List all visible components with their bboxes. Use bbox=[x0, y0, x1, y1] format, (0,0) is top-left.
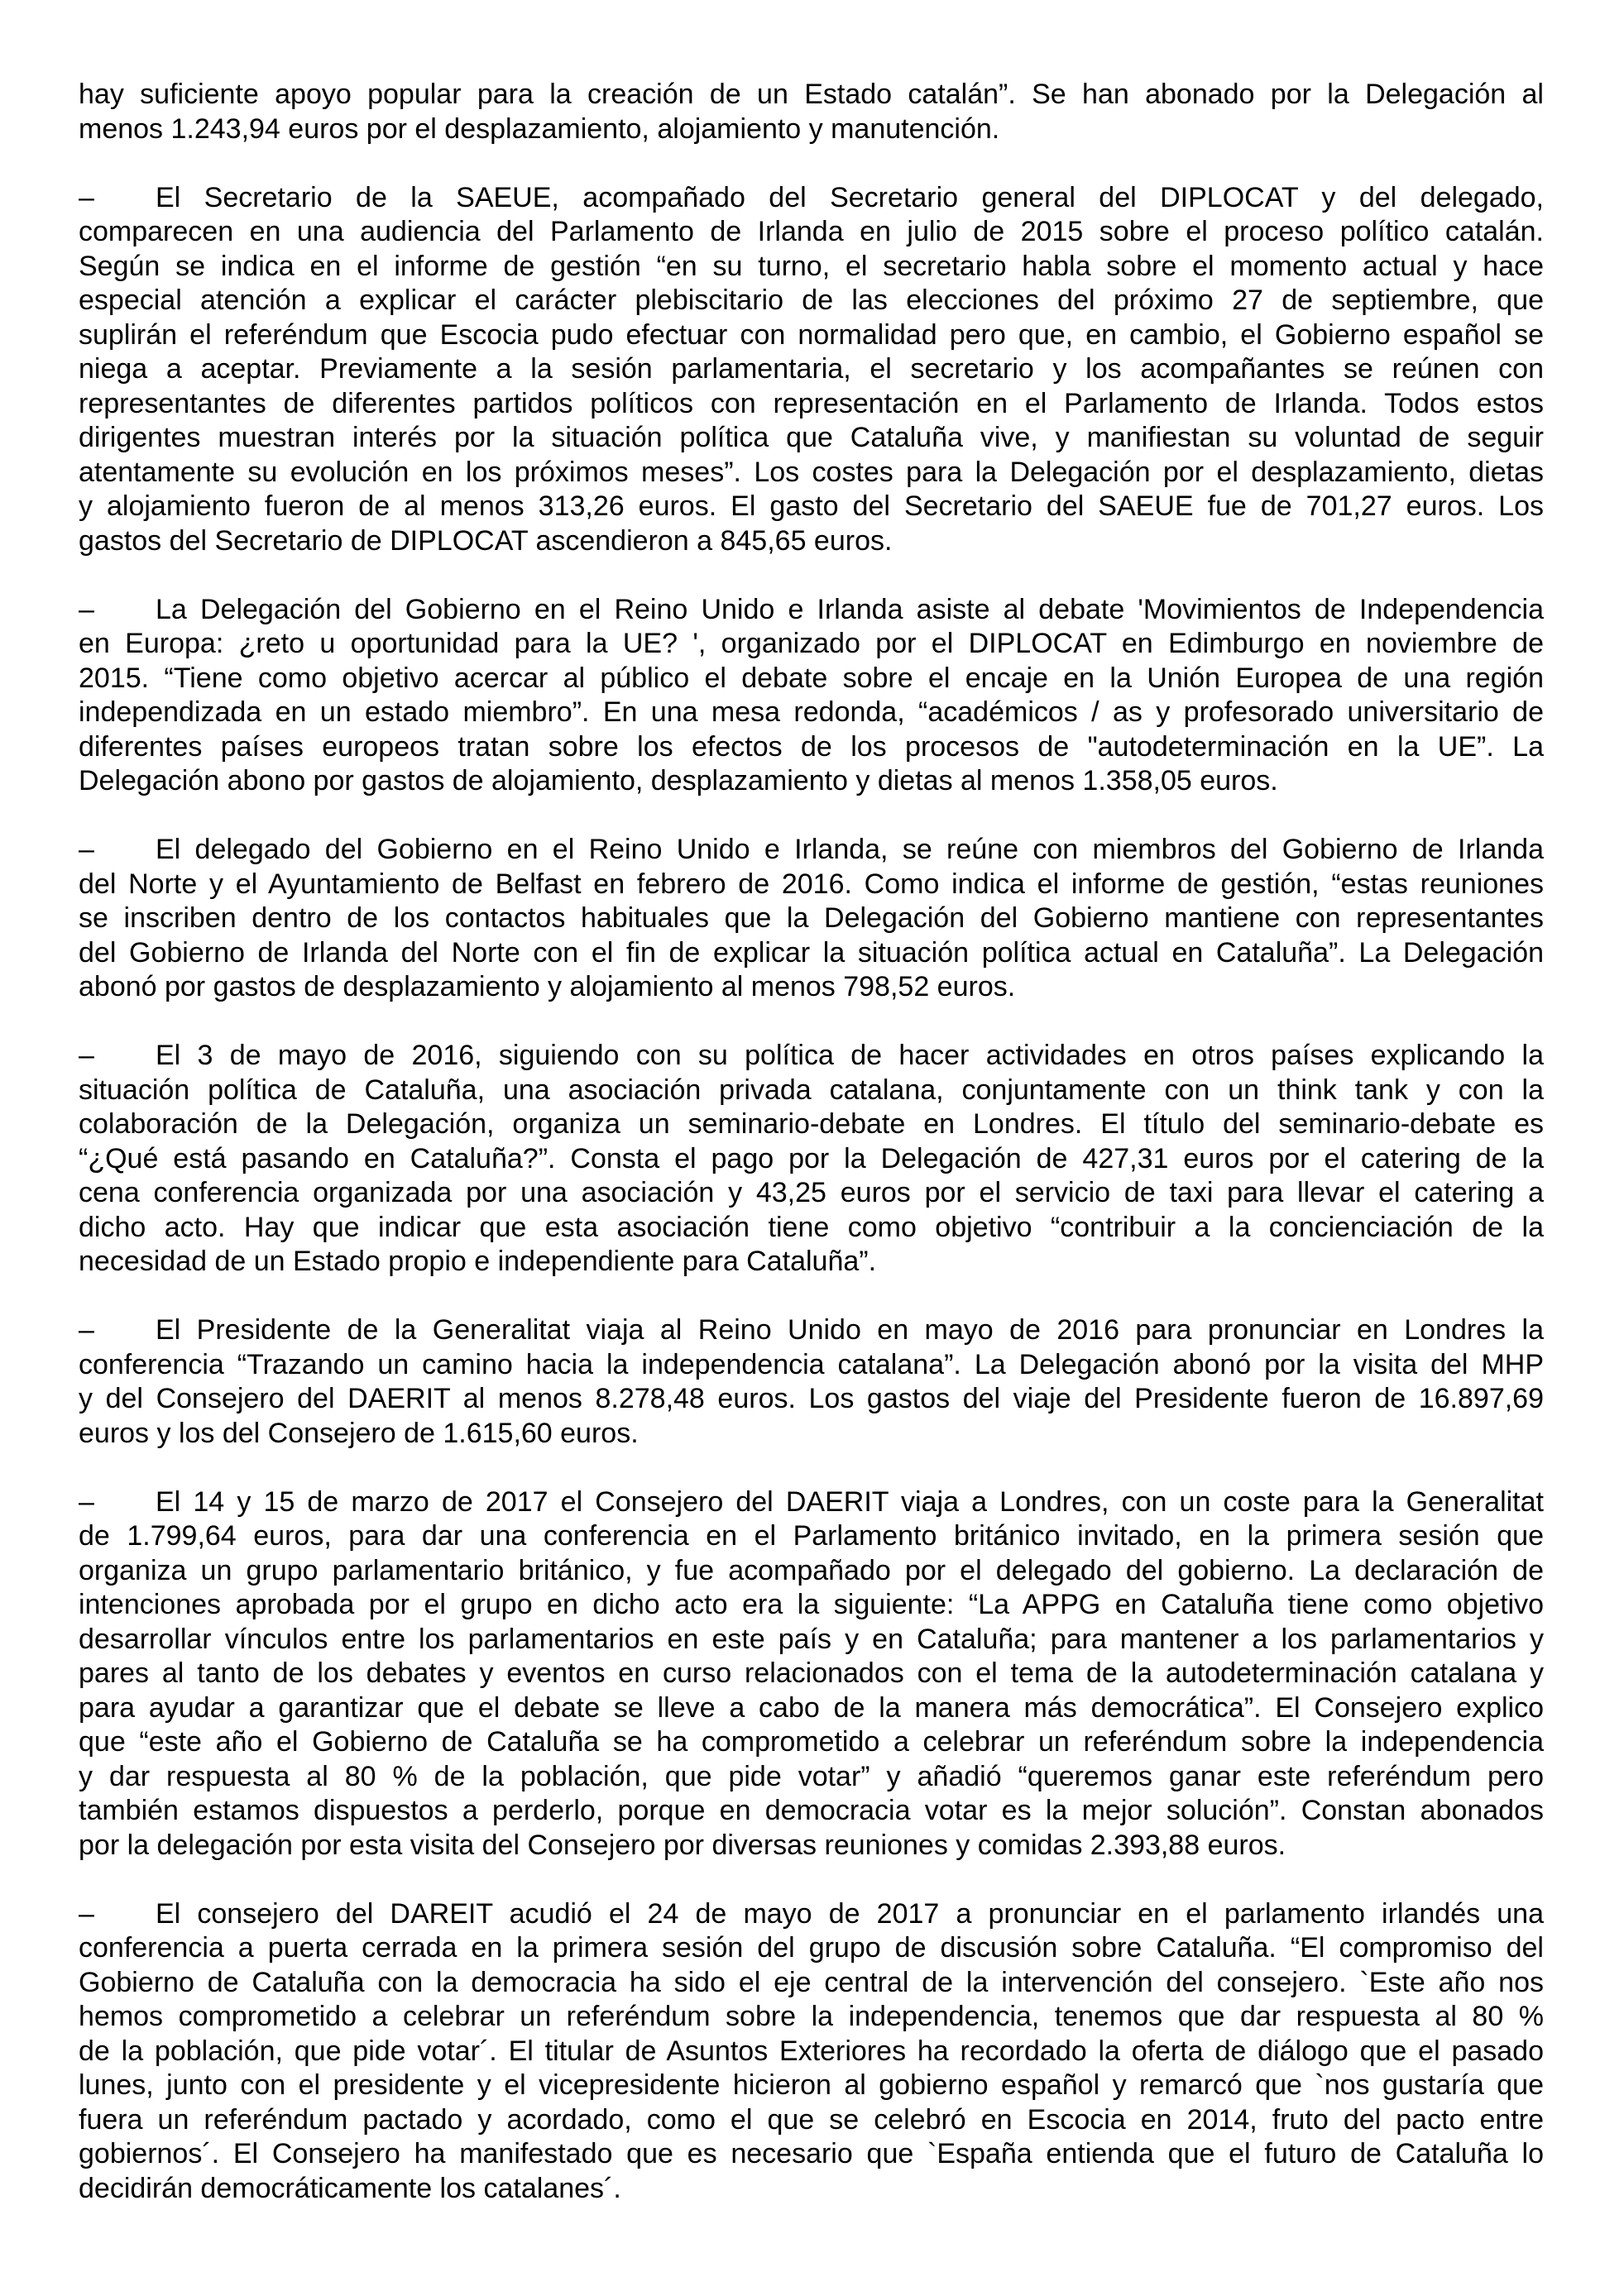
line-text: comparecen en una audiencia del Parlamento de Irlanda en julio de 2015 sobre el proceso político catalán. bbox=[79, 216, 1544, 247]
bullet-dash: – bbox=[79, 181, 94, 213]
paragraph bbox=[79, 593, 1544, 799]
text-line bbox=[79, 1176, 1544, 1211]
line-text: organiza un grupo parlamentario británico, y fue acompañado por el delegado del gobierno. La declaración de bbox=[79, 1554, 1544, 1586]
line-text: abonó por gastos de desplazamiento y alojamiento al menos 798,52 euros. bbox=[79, 971, 1016, 1002]
text-line bbox=[79, 1588, 1544, 1623]
line-text: conferencia “Trazando un camino hacia la independencia catalana”. La Delegación abonó por la visita del MHP bbox=[79, 1348, 1544, 1380]
paragraph bbox=[79, 1897, 1544, 2207]
line-text: representantes de diferentes partidos políticos con representación en el Parlamento de Irlanda. Todos estos bbox=[79, 387, 1544, 419]
line-text: niega a aceptar. Previamente a la sesión parlamentaria, el secretario y los acompañantes se reúnen con bbox=[79, 353, 1544, 385]
line-text: y del Consejero del DAERIT al menos 8.278,48 euros. Los gastos del viaje del Presidente fueron de 16.897,69 bbox=[79, 1383, 1544, 1414]
bullet-dash: – bbox=[79, 1314, 94, 1346]
line-text: gobiernos´. El Consejero ha manifestado que es necesario que `España entienda que el futuro de Cataluña lo bbox=[79, 2138, 1544, 2169]
text-line bbox=[79, 112, 1544, 147]
text-line bbox=[79, 318, 1544, 353]
bullet-dash: – bbox=[79, 1485, 94, 1518]
line-text: dicho acto. Hay que indicar que esta asociación tiene como objetivo “contribuir a la concienciación de la bbox=[79, 1211, 1544, 1243]
line-text: El delegado del Gobierno en el Reino Unido e Irlanda, se reúne con miembros del Gobierno de Irlanda bbox=[156, 834, 1544, 865]
text-line bbox=[79, 1931, 1544, 1966]
text-line bbox=[79, 490, 1544, 524]
text-line bbox=[79, 181, 1544, 216]
text-line bbox=[79, 1794, 1544, 1829]
line-text: Según se indica en el informe de gestión “en su turno, el secretario habla sobre el momento actual y hace bbox=[79, 250, 1544, 282]
line-text: El Secretario de la SAEUE, acompañado del Secretario general del DIPLOCAT y del delegado, bbox=[156, 181, 1544, 213]
text-line bbox=[79, 902, 1544, 936]
text-line bbox=[79, 2137, 1544, 2172]
bullet-dash: – bbox=[79, 834, 94, 865]
text-line bbox=[79, 764, 1544, 799]
line-text: El Presidente de la Generalitat viaja al Reino Unido en mayo de 2016 para pronunciar en Londres la bbox=[156, 1314, 1544, 1346]
text-line bbox=[79, 1691, 1544, 1726]
text-line bbox=[79, 1245, 1544, 1280]
text-line bbox=[79, 1348, 1544, 1383]
text-line bbox=[79, 284, 1544, 318]
text-line bbox=[79, 970, 1544, 1005]
text-line bbox=[79, 1760, 1544, 1795]
bullet-dash: – bbox=[79, 593, 94, 625]
line-text: de la población, que pide votar´. El titular de Asuntos Exteriores ha recordado la oferta de diálogo que el pasado bbox=[79, 2035, 1544, 2067]
paragraph bbox=[79, 181, 1544, 559]
line-text: conferencia a puerta cerrada en la primera sesión del grupo de discusión sobre Cataluña. “El compromiso del bbox=[79, 1932, 1544, 1964]
line-text: dirigentes muestran interés por la situación política que Cataluña vive, y manifiestan su voluntad de seguir bbox=[79, 422, 1544, 453]
line-text: “¿Qué está pasando en Cataluña?”. Consta el pago por la Delegación de 427,31 euros por el catering de la bbox=[79, 1142, 1544, 1174]
paragraph bbox=[79, 78, 1544, 146]
text-line bbox=[79, 1519, 1544, 1554]
line-text: menos 1.243,94 euros por el desplazamiento, alojamiento y manutención. bbox=[79, 112, 1000, 145]
text-line bbox=[79, 2103, 1544, 2138]
paragraph bbox=[79, 1313, 1544, 1451]
line-text: desarrollar vínculos entre los parlamentarios en este país y en Cataluña; para mantener a los parlamentarios y bbox=[79, 1623, 1544, 1655]
text-line bbox=[79, 868, 1544, 902]
paragraph bbox=[79, 1485, 1544, 1863]
line-text: por la delegación por esta visita del Consejero por diversas reuniones y comidas 2.393,88 euros. bbox=[79, 1829, 1286, 1861]
text-line bbox=[79, 1966, 1544, 2001]
bullet-dash: – bbox=[79, 1897, 94, 1930]
text-line bbox=[79, 1623, 1544, 1657]
text-line bbox=[79, 1554, 1544, 1589]
line-text: suplirán el referéndum que Escocia pudo efectuar con normalidad pero que, en cambio, el Gobierno español se bbox=[79, 318, 1544, 351]
text-line bbox=[79, 456, 1544, 490]
line-text: especial atención a explicar el carácter plebiscitario de las elecciones del próximo 27 de septiembre, que bbox=[79, 285, 1544, 316]
text-line bbox=[79, 421, 1544, 456]
line-text: de 1.799,64 euros, para dar una conferencia en el Parlamento británico invitado, en la primera sesión que bbox=[79, 1520, 1544, 1552]
line-text: necesidad de un Estado propio e independiente para Cataluña”. bbox=[79, 1246, 877, 1277]
text-line bbox=[79, 1107, 1544, 1142]
line-text: El consejero del DAREIT acudió el 24 de mayo de 2017 a pronunciar en el parlamento irlandés una bbox=[156, 1897, 1544, 1930]
line-text: situación política de Cataluña, una asociación privada catalana, conjuntamente con un think tank y con la bbox=[79, 1074, 1544, 1106]
text-line bbox=[79, 696, 1544, 730]
line-text: hemos comprometido a celebrar un referéndum sobre la independencia, tenemos que dar respuesta al 80 % bbox=[79, 2001, 1544, 2032]
text-line bbox=[79, 936, 1544, 971]
text-line bbox=[79, 387, 1544, 422]
line-text: intenciones aprobada por el grupo en dicho acto era la siguiente: “La APPG en Cataluña tiene como objetivo bbox=[79, 1589, 1544, 1620]
paragraph bbox=[79, 1039, 1544, 1280]
text-line bbox=[79, 1417, 1544, 1452]
text-line bbox=[79, 1897, 1544, 1932]
text-line bbox=[79, 1074, 1544, 1108]
text-line bbox=[79, 250, 1544, 285]
line-text: del Norte y el Ayuntamiento de Belfast en febrero de 2016. Como indica el informe de gestión, “estas reuniones bbox=[79, 868, 1544, 900]
line-text: se inscriben dentro de los contactos habituales que la Delegación del Gobierno mantiene con representantes bbox=[79, 902, 1544, 934]
text-line bbox=[79, 78, 1544, 112]
text-line bbox=[79, 593, 1544, 628]
line-text: euros y los del Consejero de 1.615,60 euros. bbox=[79, 1417, 639, 1449]
line-text: para ayudar a garantizar que el debate se lleve a cabo de la manera más democrática”. El Consejero explico bbox=[79, 1691, 1544, 1724]
line-text: El 3 de mayo de 2016, siguiendo con su política de hacer actividades en otros países explicando la bbox=[156, 1040, 1544, 1071]
line-text: Gobierno de Cataluña con la democracia ha sido el eje central de la intervención del consejero. `Este año nos bbox=[79, 1966, 1544, 1998]
line-text: El 14 y 15 de marzo de 2017 el Consejero del DAERIT viaja a Londres, con un coste para la Generalitat bbox=[156, 1485, 1544, 1518]
line-text: diferentes países europeos tratan sobre los efectos de los procesos de "autodeterminación en la UE”. La bbox=[79, 730, 1544, 763]
line-text: y dar respuesta al 80 % de la población, que pide votar” y añadió “queremos ganar este referéndum pero bbox=[79, 1760, 1544, 1792]
text-line bbox=[79, 627, 1544, 662]
text-line bbox=[79, 1485, 1544, 1520]
text-line bbox=[79, 1657, 1544, 1691]
text-line bbox=[79, 1142, 1544, 1177]
line-text: cena conferencia organizada por una asociación y 43,25 euros por el servicio de taxi para llevar el catering a bbox=[79, 1177, 1544, 1208]
line-text: en Europa: ¿reto u oportunidad para la UE? ', organizado por el DIPLOCAT en Edimburgo en noviembre de bbox=[79, 628, 1544, 659]
bullet-dash: – bbox=[79, 1040, 94, 1071]
text-line bbox=[79, 215, 1544, 250]
line-text: 2015. “Tiene como objetivo acercar al público el debate sobre el encaje en la Unión Europea de una región bbox=[79, 662, 1544, 694]
line-text: atentamente su evolución en los próximos meses”. Los costes para la Delegación por el desplazamiento, dietas bbox=[79, 456, 1544, 488]
line-text: hay suficiente apoyo popular para la creación de un Estado catalán”. Se han abonado por la Delegación al bbox=[79, 79, 1544, 110]
text-line bbox=[79, 2069, 1544, 2103]
line-text: y alojamiento fueron de al menos 313,26 euros. El gasto del Secretario del SAEUE fue de 701,27 euros. Los bbox=[79, 490, 1544, 522]
text-line bbox=[79, 1829, 1544, 1863]
line-text: independizada en un estado miembro”. En una mesa redonda, “académicos / as y profesorado universitario de bbox=[79, 696, 1544, 728]
line-text: fuera un referéndum pactado y acordado, como el que se celebró en Escocia en 2014, fruto del pacto entre bbox=[79, 2103, 1544, 2136]
line-text: también estamos dispuestos a perderlo, porque en democracia votar es la mejor solución”. Constan abonados bbox=[79, 1795, 1544, 1826]
line-text: gastos del Secretario de DIPLOCAT ascendieron a 845,65 euros. bbox=[79, 524, 893, 557]
text-line bbox=[79, 1725, 1544, 1760]
text-line bbox=[79, 1039, 1544, 1074]
text-line bbox=[79, 730, 1544, 765]
text-line bbox=[79, 662, 1544, 696]
line-text: La Delegación del Gobierno en el Reino Unido e Irlanda asiste al debate 'Movimientos de Independencia bbox=[156, 593, 1544, 625]
line-text: pares al tanto de los debates y eventos en curso relacionados con el tema de la autodeterminación catalana y bbox=[79, 1657, 1544, 1689]
line-text: colaboración de la Delegación, organiza un seminario-debate en Londres. El título del seminario-debate es bbox=[79, 1108, 1544, 1140]
line-text: que “este año el Gobierno de Cataluña se ha comprometido a celebrar un referéndum sobre la independencia bbox=[79, 1726, 1544, 1758]
line-text: lunes, junto con el presidente y el vicepresidente hicieron al gobierno español y remarcó que `nos gustaría que bbox=[79, 2069, 1544, 2101]
document-page bbox=[79, 78, 1544, 2241]
text-line bbox=[79, 1211, 1544, 1246]
line-text: Delegación abono por gastos de alojamiento, desplazamiento y dietas al menos 1.358,05 euros. bbox=[79, 765, 1278, 796]
text-line bbox=[79, 1382, 1544, 1417]
line-text: del Gobierno de Irlanda del Norte con el fin de explicar la situación política actual en Cataluña”. La Delegación bbox=[79, 936, 1544, 969]
text-line bbox=[79, 833, 1544, 868]
text-line bbox=[79, 2035, 1544, 2069]
text-line bbox=[79, 352, 1544, 387]
paragraph bbox=[79, 833, 1544, 1005]
text-line bbox=[79, 1313, 1544, 1348]
line-text: decidirán democráticamente los catalanes´. bbox=[79, 2172, 621, 2204]
text-line bbox=[79, 2000, 1544, 2035]
text-line bbox=[79, 524, 1544, 559]
text-line bbox=[79, 2172, 1544, 2207]
